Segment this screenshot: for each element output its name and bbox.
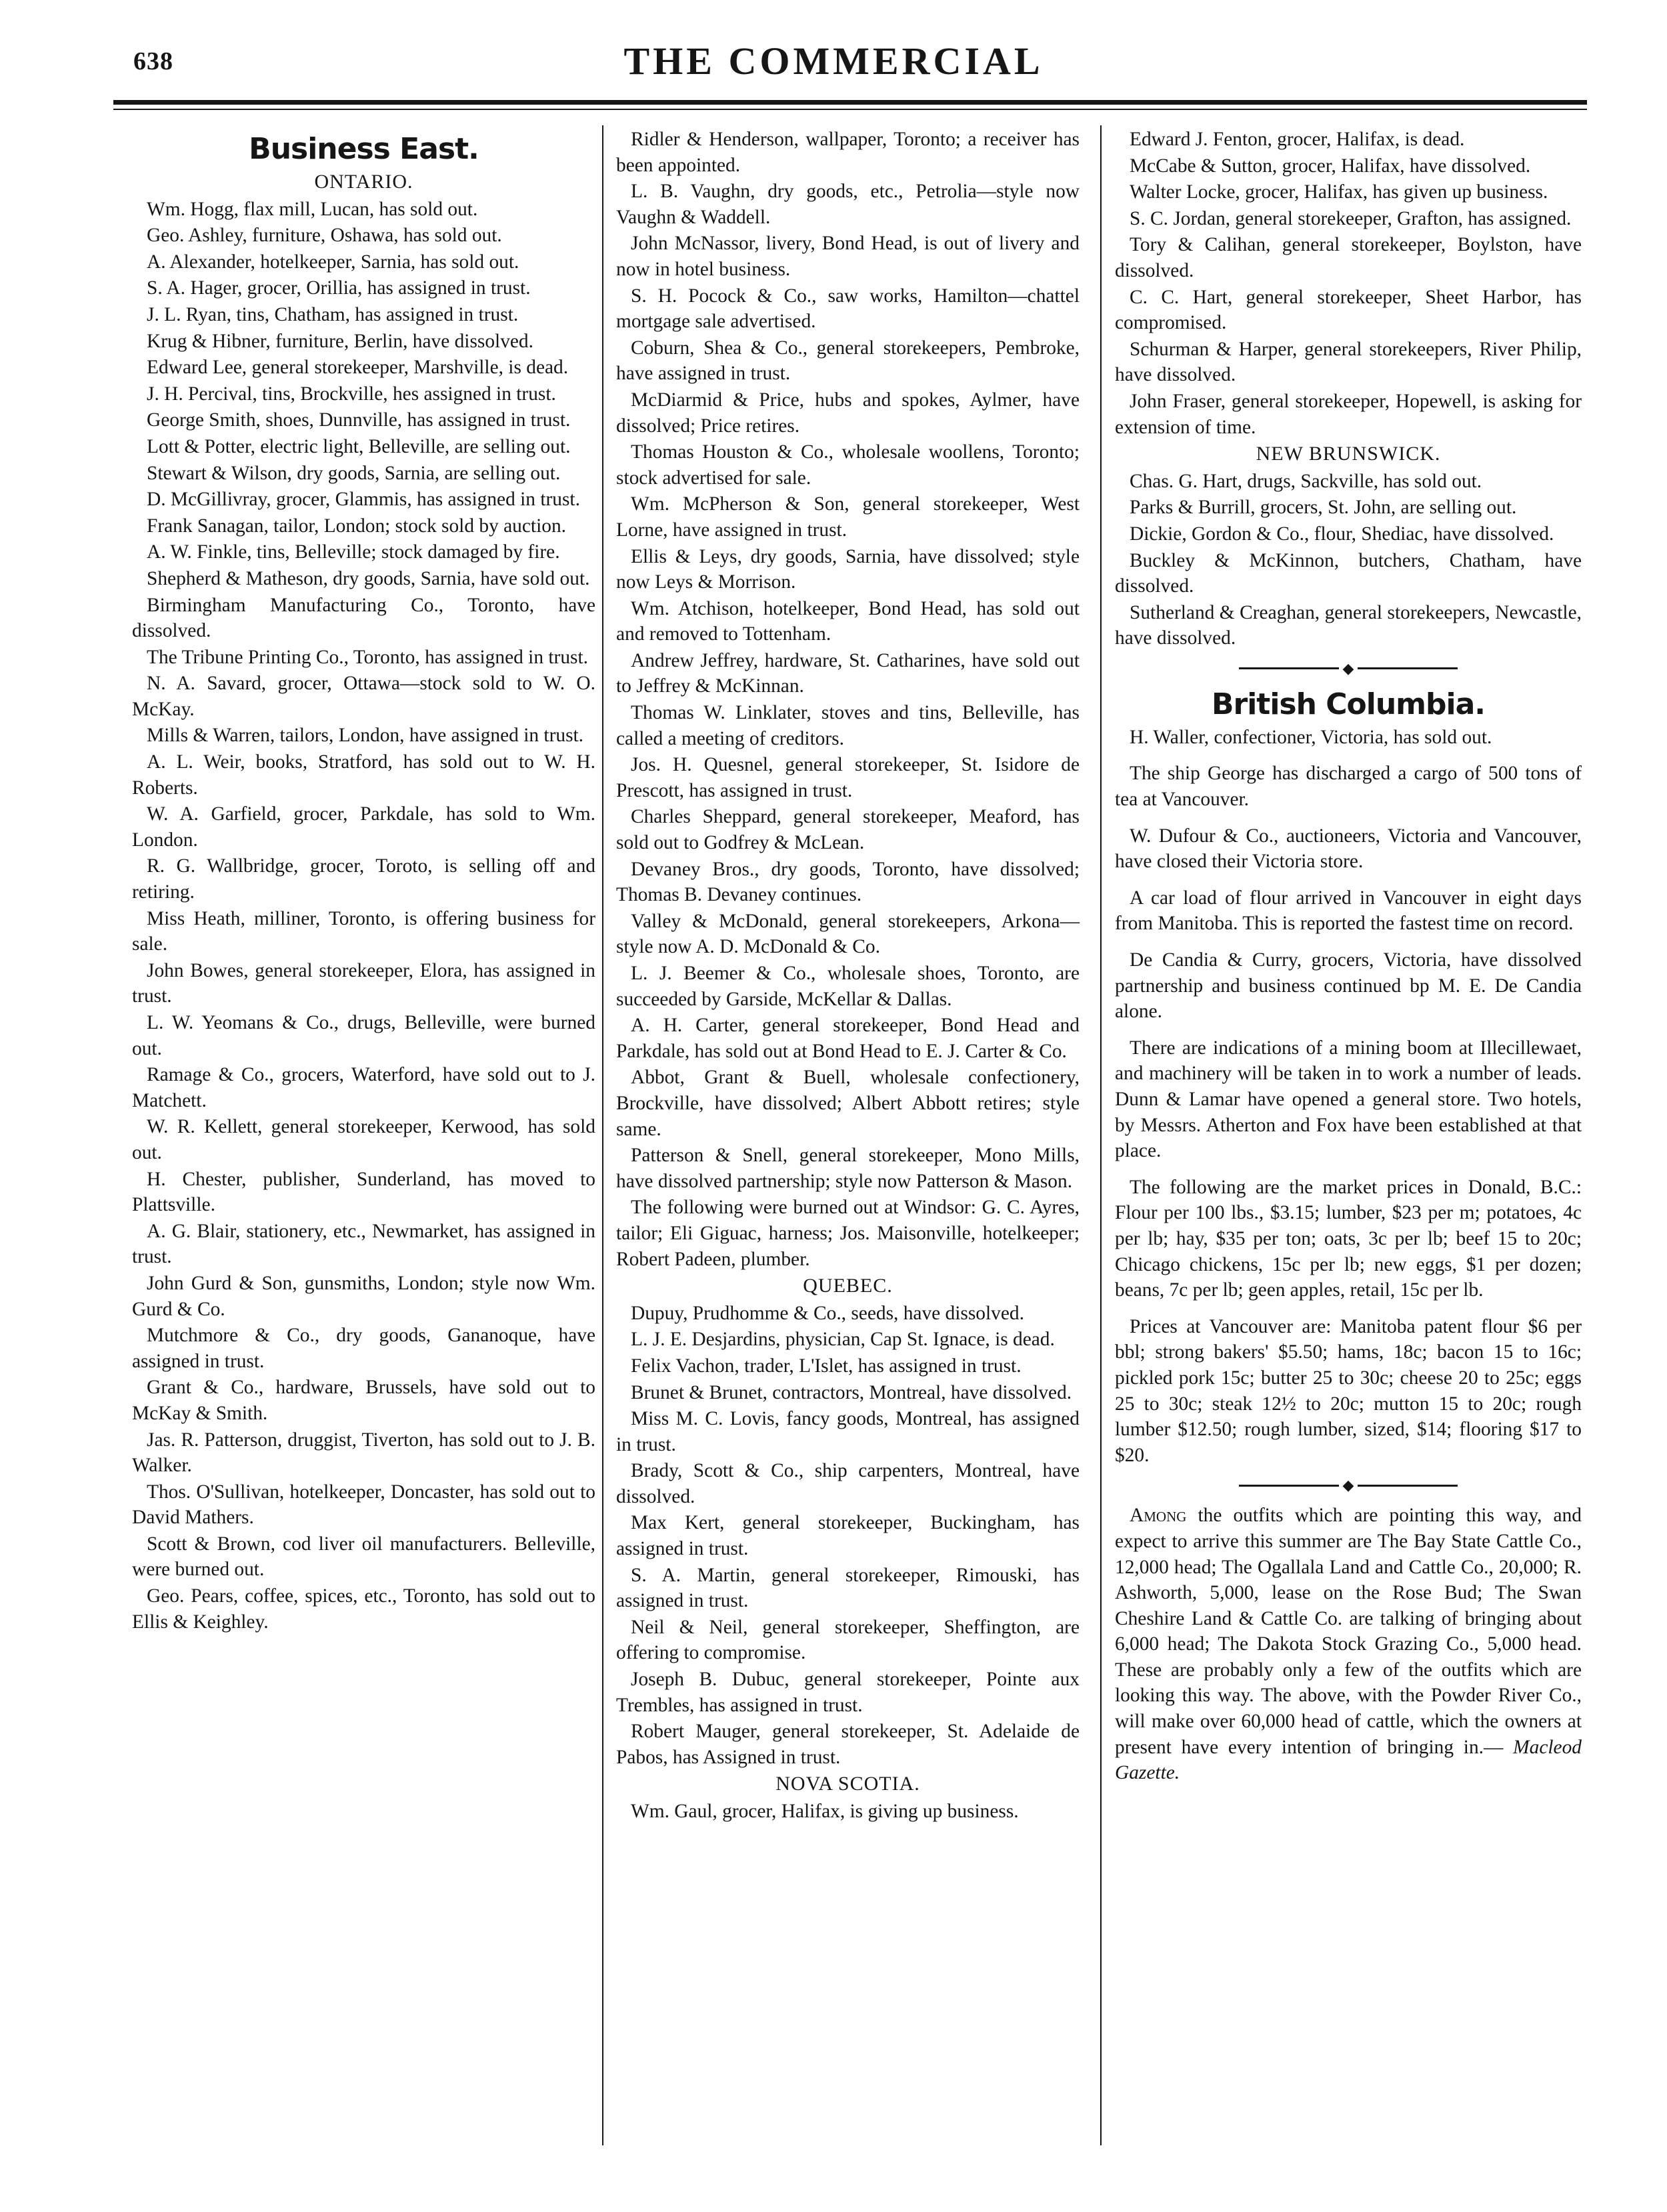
notice-entry: J. H. Percival, tins, Brockville, hes assigned in trust. xyxy=(147,383,556,405)
notice-entry: J. L. Ryan, tins, Chatham, has assigned in trust. xyxy=(147,303,519,325)
section-divider: ◆ xyxy=(1115,655,1582,682)
page-number: 638 xyxy=(133,47,173,75)
notice-entry: Wm. Gaul, grocer, Halifax, is giving up business. xyxy=(631,1801,1019,1822)
section-title-business-east: Business East. xyxy=(249,132,479,166)
section-title-british-columbia: British Columbia. xyxy=(1211,687,1486,721)
notice-entry: Stewart & Wilson, dry goods, Sarnia, are selling out. xyxy=(147,462,561,484)
header-rule-thick xyxy=(113,100,1587,105)
entries-ontario-continued xyxy=(616,127,1080,1272)
column-2 xyxy=(616,127,1080,1825)
notice-entry: H. Chester, publisher, Sunderland, has moved to Plattsville. xyxy=(132,1168,595,1216)
notice-entry: John Bowes, general storekeeper, Elora, has assigned in trust. xyxy=(132,959,595,1007)
notice-entry: George Smith, shoes, Dunnville, has assigned in trust. xyxy=(147,409,571,431)
header-rule-thin xyxy=(113,109,1587,110)
notice-entry: Miss M. C. Lovis, fancy goods, Montreal, has assigned in trust. xyxy=(616,1408,1080,1455)
notice-entry: D. McGillivray, grocer, Glammis, has assigned in trust. xyxy=(147,489,580,511)
notice-entry: H. Waller, confectioner, Victoria, has sold out. xyxy=(1130,726,1492,748)
notice-entry: Sutherland & Creaghan, general storekeepers, Newcastle, have dissolved. xyxy=(1115,601,1582,649)
notice-entry: Ridler & Henderson, wallpaper, Toronto; a receiver has been appointed. xyxy=(616,129,1080,176)
notice-entry: Patterson & Snell, general storekeeper, Mono Mills, have dissolved partnership; style now Patterson & Mason. xyxy=(616,1145,1080,1192)
entries-ontario xyxy=(132,197,595,1635)
notice-entry: McDiarmid & Price, hubs and spokes, Aylmer, have dissolved; Price retires. xyxy=(616,389,1080,437)
notice-entry: Jos. H. Quesnel, general storekeeper, St. Isidore de Prescott, has assigned in trust. xyxy=(616,754,1080,801)
notice-entry: A. Alexander, hotelkeeper, Sarnia, has sold out. xyxy=(147,251,519,273)
column-rule-left xyxy=(602,125,603,2145)
notice-entry: Valley & McDonald, general storekeepers, Arkona—style now A. D. McDonald & Co. xyxy=(616,910,1080,958)
notice-entry: S. H. Pocock & Co., saw works, Hamilton—chattel mortgage sale advertised. xyxy=(616,285,1080,333)
notice-entry: Abbot, Grant & Buell, wholesale confectionery, Brockville, have dissolved; Albert Abbott retires; style same. xyxy=(616,1067,1080,1140)
notice-entry: S. A. Hager, grocer, Orillia, has assigned in trust. xyxy=(147,277,531,299)
notice-entry: Geo. Ashley, furniture, Oshawa, has sold out. xyxy=(147,225,502,247)
region-nova-scotia: NOVA SCOTIA. xyxy=(775,1773,920,1795)
entries-quebec xyxy=(616,1301,1080,1771)
notice-entry: Prices at Vancouver are: Manitoba patent flour $6 per bbl; strong bakers' $5.50; hams, 18c; bacon 15 to 16c; pickled pork 15c; butter 25 to 30c; cheese 20 to 25c; eggs 25 to 30c; steak 12½ to 20c; mutton 15 to 20c; rough lumber $12.50; rough lumber, sized, $14; flooring $17 to $20. xyxy=(1115,1315,1582,1466)
notice-entry: W. R. Kellett, general storekeeper, Kerwood, has sold out. xyxy=(132,1116,595,1163)
notice-entry: Devaney Bros., dry goods, Toronto, have dissolved; Thomas B. Devaney continues. xyxy=(616,858,1080,906)
notice-entry: Thomas W. Linklater, stoves and tins, Belleville, has called a meeting of creditors. xyxy=(616,702,1080,749)
region-quebec: QUEBEC. xyxy=(803,1275,893,1297)
notice-entry: Ramage & Co., grocers, Waterford, have sold out to J. Matchett. xyxy=(132,1064,595,1111)
cattle-outfits-paragraph xyxy=(1115,1503,1582,1786)
notice-entry: N. A. Savard, grocer, Ottawa—stock sold to W. O. McKay. xyxy=(132,673,595,720)
region-ontario: ONTARIO. xyxy=(314,171,413,193)
notice-entry: Grant & Co., hardware, Brussels, have sold out to McKay & Smith. xyxy=(132,1377,595,1424)
notice-entry: Wm. McPherson & Son, general storekeeper, West Lorne, have assigned in trust. xyxy=(616,493,1080,541)
notice-entry: Neil & Neil, general storekeeper, Sheffington, are offering to compromise. xyxy=(616,1616,1080,1664)
notice-entry: Lott & Potter, electric light, Belleville, are selling out. xyxy=(147,435,571,457)
notice-entry: Parks & Burrill, grocers, St. John, are selling out. xyxy=(1130,497,1517,519)
notice-entry: Dupuy, Prudhomme & Co., seeds, have dissolved. xyxy=(631,1302,1024,1324)
notice-entry: S. A. Martin, general storekeeper, Rimouski, has assigned in trust. xyxy=(616,1564,1080,1612)
notice-entry: R. G. Wallbridge, grocer, Toroto, is selling off and retiring. xyxy=(132,855,595,903)
notice-entry: A. L. Weir, books, Stratford, has sold out to W. H. Roberts. xyxy=(132,751,595,799)
notice-entry: Thomas Houston & Co., wholesale woollens, Toronto; stock advertised for sale. xyxy=(616,441,1080,489)
notice-entry: Ellis & Leys, dry goods, Sarnia, have dissolved; style now Leys & Morrison. xyxy=(616,545,1080,593)
cattle-source: Macleod Gazette. xyxy=(1115,1736,1582,1784)
notice-entry: Birmingham Manufacturing Co., Toronto, have dissolved. xyxy=(132,594,595,642)
notice-entry: Charles Sheppard, general storekeeper, Meaford, has sold out to Godfrey & McLean. xyxy=(616,806,1080,854)
notice-entry: A car load of flour arrived in Vancouver in eight days from Manitoba. This is reported the fastest time on record. xyxy=(1115,887,1582,935)
entries-british-columbia xyxy=(1115,725,1582,1468)
notice-entry: The ship George has discharged a cargo of 500 tons of tea at Vancouver. xyxy=(1115,763,1582,811)
notice-entry: Frank Sanagan, tailor, London; stock sold by auction. xyxy=(147,515,566,537)
cattle-lead-word: Among xyxy=(1130,1505,1187,1527)
notice-entry: There are indications of a mining boom at Illecillewaet, and machinery will be taken in to work a number of leads. Dunn & Lamar have opened a general store. Two hotels, by Messrs. Atherton and Fox have been established at that place. xyxy=(1115,1037,1582,1162)
notice-entry: Edward Lee, general storekeeper, Marshville, is dead. xyxy=(147,357,569,379)
notice-entry: The Tribune Printing Co., Toronto, has assigned in trust. xyxy=(147,646,588,668)
column-1 xyxy=(132,127,595,1635)
column-rule-right xyxy=(1100,125,1102,2145)
notice-entry: Max Kert, general storekeeper, Buckingham, has assigned in trust. xyxy=(616,1512,1080,1560)
notice-entry: Miss Heath, milliner, Toronto, is offering business for sale. xyxy=(132,907,595,955)
notice-entry: C. C. Hart, general storekeeper, Sheet Harbor, has compromised. xyxy=(1115,286,1582,334)
running-title: THE COMMERCIAL xyxy=(623,39,1044,83)
column-3 xyxy=(1115,127,1582,1787)
notice-entry: Geo. Pears, coffee, spices, etc., Toronto, has sold out to Ellis & Keighley. xyxy=(132,1585,595,1633)
entries-new-brunswick xyxy=(1115,469,1582,651)
notice-entry: Coburn, Shea & Co., general storekeepers, Pembroke, have assigned in trust. xyxy=(616,337,1080,385)
notice-entry: Edward J. Fenton, grocer, Halifax, is dead. xyxy=(1130,129,1465,150)
notice-entry: Thos. O'Sullivan, hotelkeeper, Doncaster, has sold out to David Mathers. xyxy=(132,1481,595,1529)
cattle-text: the outfits which are pointing this way, and expect to arrive this summer are The Bay State Cattle Co., 12,000 head; The Ogallala Land and Cattle Co., 20,000; R. Ashworth, 5,000, lease on the Rose Bud; The Swan Cheshire Land & Cattle Co. are talking of bringing about 6,000 head; The Dakota Stock Grazing Co., 5,000 head. These are probably only a few of the outfits which are looking this way. The above, with the Powder River Co., will make over 60,000 head of cattle, which the owners at present have every intention of bringing in.— xyxy=(1115,1505,1582,1758)
section-divider: ◆ xyxy=(1115,1472,1582,1499)
notice-entry: John Gurd & Son, gunsmiths, London; style now Wm. Gurd & Co. xyxy=(132,1272,595,1320)
notice-entry: Krug & Hibner, furniture, Berlin, have dissolved. xyxy=(147,330,533,352)
notice-entry: Brady, Scott & Co., ship carpenters, Montreal, have dissolved. xyxy=(616,1460,1080,1507)
notice-entry: The following are the market prices in Donald, B.C.: Flour per 100 lbs., $3.15; lumber, $23 per m; potatoes, 4c per lb; hay, $35 per ton; oats, 3c per lb; beef 15 to 20c; Chicago chickens, 15c per lb; new eggs, $1 per dozen; beans, 7c per lb; geen apples, retail, 15c per lb. xyxy=(1115,1176,1582,1301)
notice-entry: Walter Locke, grocer, Halifax, has given up business. xyxy=(1130,181,1548,203)
notice-entry: Schurman & Harper, general storekeepers, River Philip, have dissolved. xyxy=(1115,338,1582,386)
entries-nova-scotia-continued xyxy=(1115,127,1582,440)
notice-entry: John McNassor, livery, Bond Head, is out of livery and now in hotel business. xyxy=(616,233,1080,280)
notice-entry: Chas. G. Hart, drugs, Sackville, has sold out. xyxy=(1130,470,1482,492)
notice-entry: Dickie, Gordon & Co., flour, Shediac, have dissolved. xyxy=(1130,523,1554,545)
notice-entry: Scott & Brown, cod liver oil manufacturers. Belleville, were burned out. xyxy=(132,1533,595,1581)
notice-entry: L. W. Yeomans & Co., drugs, Belleville, were burned out. xyxy=(132,1012,595,1059)
notice-entry: Mutchmore & Co., dry goods, Gananoque, have assigned in trust. xyxy=(132,1325,595,1372)
notice-entry: Brunet & Brunet, contractors, Montreal, have dissolved. xyxy=(631,1381,1072,1403)
notice-entry: The following were burned out at Windsor: G. C. Ayres, tailor; Eli Giguac, harness; Jos. Maisonville, hotelkeeper; Robert Padeen, plumber. xyxy=(616,1197,1080,1270)
notice-entry: A. W. Finkle, tins, Belleville; stock damaged by fire. xyxy=(147,541,560,563)
notice-entry: L. J. E. Desjardins, physician, Cap St. Ignace, is dead. xyxy=(631,1329,1055,1351)
notice-entry: Jas. R. Patterson, druggist, Tiverton, has sold out to J. B. Walker. xyxy=(132,1429,595,1477)
notice-entry: Mills & Warren, tailors, London, have assigned in trust. xyxy=(147,725,584,747)
notice-entry: Wm. Atchison, hotelkeeper, Bond Head, has sold out and removed to Tottenham. xyxy=(616,597,1080,645)
notice-entry: Andrew Jeffrey, hardware, St. Catharines, have sold out to Jeffrey & McKinnan. xyxy=(616,649,1080,697)
notice-entry: W. Dufour & Co., auctioneers, Victoria and Vancouver, have closed their Victoria store. xyxy=(1115,825,1582,873)
notice-entry: A. H. Carter, general storekeeper, Bond Head and Parkdale, has sold out at Bond Head to E. J. Carter & Co. xyxy=(616,1015,1080,1062)
notice-entry: W. A. Garfield, grocer, Parkdale, has sold to Wm. London. xyxy=(132,803,595,851)
notice-entry: Shepherd & Matheson, dry goods, Sarnia, have sold out. xyxy=(147,567,590,589)
notice-entry: Tory & Calihan, general storekeeper, Boylston, have dissolved. xyxy=(1115,234,1582,281)
notice-entry: L. B. Vaughn, dry goods, etc., Petrolia—style now Vaughn & Waddell. xyxy=(616,181,1080,228)
notice-entry: McCabe & Sutton, grocer, Halifax, have dissolved. xyxy=(1130,155,1531,177)
notice-entry: Joseph B. Dubuc, general storekeeper, Pointe aux Trembles, has assigned in trust. xyxy=(616,1669,1080,1716)
notice-entry: L. J. Beemer & Co., wholesale shoes, Toronto, are succeeded by Garside, McKellar & Dallas. xyxy=(616,963,1080,1010)
notice-entry: Buckley & McKinnon, butchers, Chatham, have dissolved. xyxy=(1115,549,1582,597)
notice-entry: Felix Vachon, trader, L'Islet, has assigned in trust. xyxy=(631,1355,1022,1377)
notice-entry: Robert Mauger, general storekeeper, St. Adelaide de Pabos, has Assigned in trust. xyxy=(616,1721,1080,1768)
notice-entry: John Fraser, general storekeeper, Hopewell, is asking for extension of time. xyxy=(1115,390,1582,438)
notice-entry: S. C. Jordan, general storekeeper, Grafton, has assigned. xyxy=(1130,207,1572,229)
notice-entry: De Candia & Curry, grocers, Victoria, have dissolved partnership and business continued bp M. E. De Candia alone. xyxy=(1115,949,1582,1023)
entries-nova-scotia xyxy=(616,1799,1080,1825)
region-new-brunswick: NEW BRUNSWICK. xyxy=(1256,443,1441,465)
notice-entry: Wm. Hogg, flax mill, Lucan, has sold out. xyxy=(147,198,478,220)
notice-entry: A. G. Blair, stationery, etc., Newmarket, has assigned in trust. xyxy=(132,1220,595,1268)
